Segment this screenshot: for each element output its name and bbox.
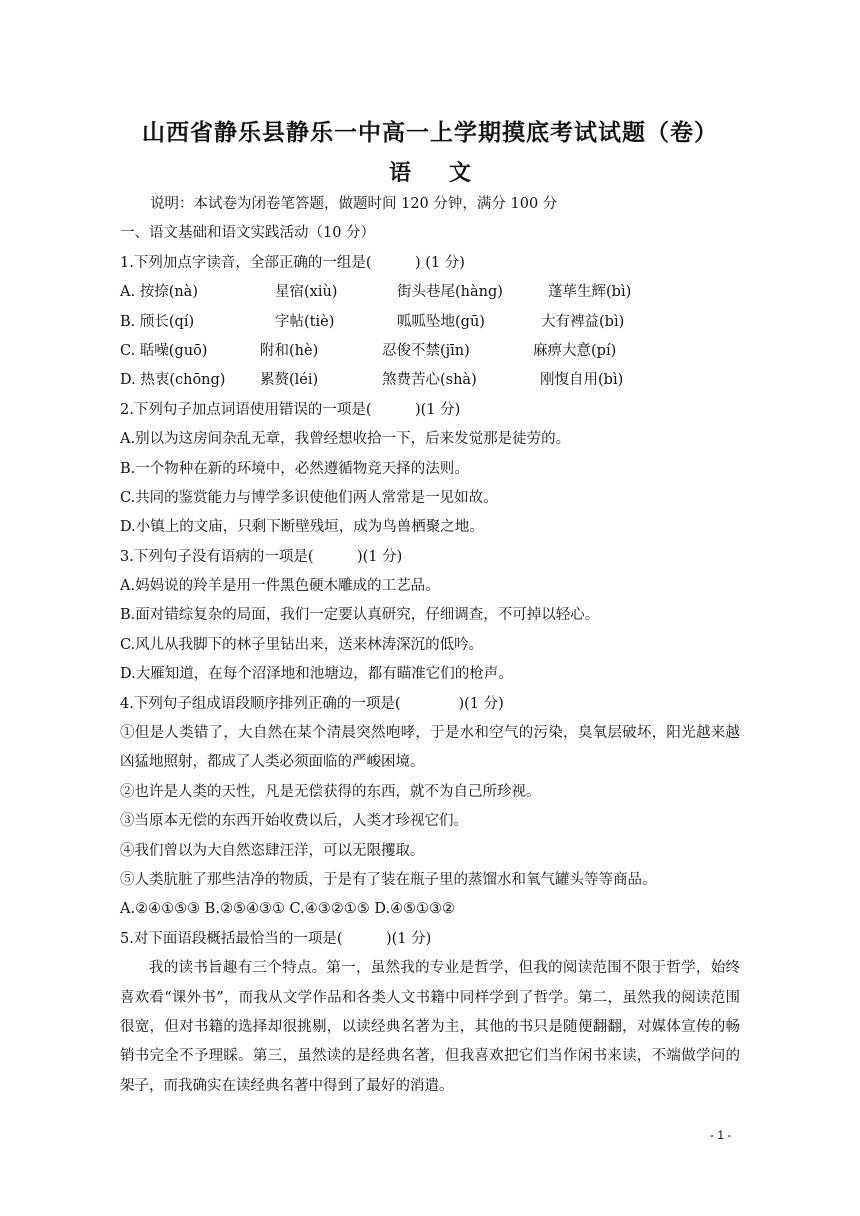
question-3-stem: 3.下列句子没有语病的一项是( )(1 分) (120, 548, 403, 565)
question-1-stem: 1.下列加点字读音，全部正确的一组是( ) (1 分) (120, 254, 465, 271)
question-2-option-b: B.一个物种在新的环境中，必然遵循物竞天择的法则。 (120, 460, 469, 477)
option-term: 忍俊不禁(jīn) (382, 342, 470, 359)
page-number: - 1 - (710, 1128, 732, 1142)
option-term: 蓬荜生辉(bì) (548, 284, 632, 301)
question-4-item-2: ②也许是人类的天性，凡是无偿获得的东西，就不为自己所珍视。 (120, 783, 541, 800)
option-term: A. 按捺(nà) (120, 284, 198, 301)
section-heading: 一、语文基础和语文实践活动（10 分） (120, 225, 376, 242)
option-term: 街头巷尾(hàng) (397, 284, 503, 301)
question-4-item-3: ③当原本无偿的东西开始收费以后，人类才珍视它们。 (120, 813, 468, 830)
question-3-option-d: D.大雁知道，在每个沼泽地和池塘边，都有瞄准它们的枪声。 (120, 666, 513, 683)
question-3-option-a: A.妈妈说的羚羊是用一件黑色硬木雕成的工艺品。 (120, 578, 440, 595)
option-term: C. 聒噪(guō) (120, 342, 208, 359)
question-4-item-5: ⑤人类肮脏了那些洁净的物质，于是有了装在瓶子里的蒸馏水和氧气罐头等等商品。 (120, 872, 657, 889)
question-5-passage: 我的读书旨趣有三个特点。第一，虽然我的专业是哲学，但我的阅读范围不限于哲学，始终喜欢看“课外书”，而我从文学作品和各类人文书籍中同样学到了哲学。第二，虽然我的阅读范围很宽，但对书籍的选择却很挑剔，以读经典名著为主，其他的书只是随便翻翻，对媒体宣传的畅销书完全不予理睬。第三，虽然读的是经典名著，但我喜欢把它们当作闲书来读，不端做学问的架子，而我确实在读经典名著中得到了最好的消遣。 (120, 960, 740, 1094)
question-4-answers: A.②④①⑤③ B.②⑤④③① C.④③②①⑤ D.④⑤①③② (120, 901, 456, 918)
question-3-option-c: C.风儿从我脚下的林子里钻出来，送来林涛深沉的低吟。 (120, 636, 484, 653)
option-term: 附和(hè) (260, 342, 319, 359)
question-2-option-d: D.小镇上的文庙，只剩下断壁残垣，成为鸟兽栖聚之地。 (120, 519, 484, 536)
option-term: 刚愎自用(bì) (540, 372, 624, 389)
question-3-option-b: B.面对错综复杂的局面，我们一定要认真研究，仔细调查，不可掉以轻心。 (120, 607, 600, 624)
question-2-option-a: A.别以为这房间杂乱无章，我曾经想收拾一下，后来发觉那是徒劳的。 (120, 431, 571, 448)
option-term: 麻痹大意(pí) (533, 342, 617, 359)
question-4-item-1: ①但是人类错了，大自然在某个清晨突然咆哮，于是水和空气的污染，臭氧层破坏，阳光越来越凶猛地照射，都成了人类必须面临的严峻困境。 (120, 725, 740, 771)
option-term: 累赘(léi) (260, 372, 319, 389)
option-term: 大有裨益(bì) (541, 313, 625, 330)
option-term: 呱呱坠地(gū) (397, 313, 485, 330)
option-term: 星宿(xiù) (275, 284, 338, 301)
question-1-option-d (120, 366, 740, 395)
question-2-option-c: C.共同的鉴赏能力与博学多识使他们两人常常是一见如故。 (120, 489, 498, 506)
option-term: B. 颀长(qí) (120, 313, 195, 330)
page-title: 山西省静乐县静乐一中高一上学期摸底考试试题（卷） (142, 119, 718, 146)
subject-char-2: 文 (449, 160, 472, 186)
option-term: D. 热衷(chōng) (120, 372, 226, 389)
question-1-option-b (120, 308, 740, 337)
question-5-stem: 5.对下面语段概括最恰当的一项是( )(1 分) (120, 930, 432, 947)
exam-note: 说明：本试卷为闭卷笔答题，做题时间 120 分钟，满分 100 分 (150, 196, 558, 212)
subject-char-1: 语 (388, 160, 411, 186)
subject-title (0, 156, 860, 187)
question-1-option-a (120, 278, 740, 307)
option-term: 字帖(tiè) (275, 313, 335, 330)
question-1-option-c (120, 337, 740, 366)
question-2-stem: 2.下列句子加点词语使用错误的一项是( )(1 分) (120, 401, 461, 418)
option-term: 煞费苦心(shà) (382, 372, 477, 389)
question-4-stem: 4.下列句子组成语段顺序排列正确的一项是( )(1 分) (120, 695, 504, 712)
question-4-item-4: ④我们曾以为大自然恣肆汪洋，可以无限攫取。 (120, 842, 425, 859)
exam-content (120, 190, 740, 1101)
